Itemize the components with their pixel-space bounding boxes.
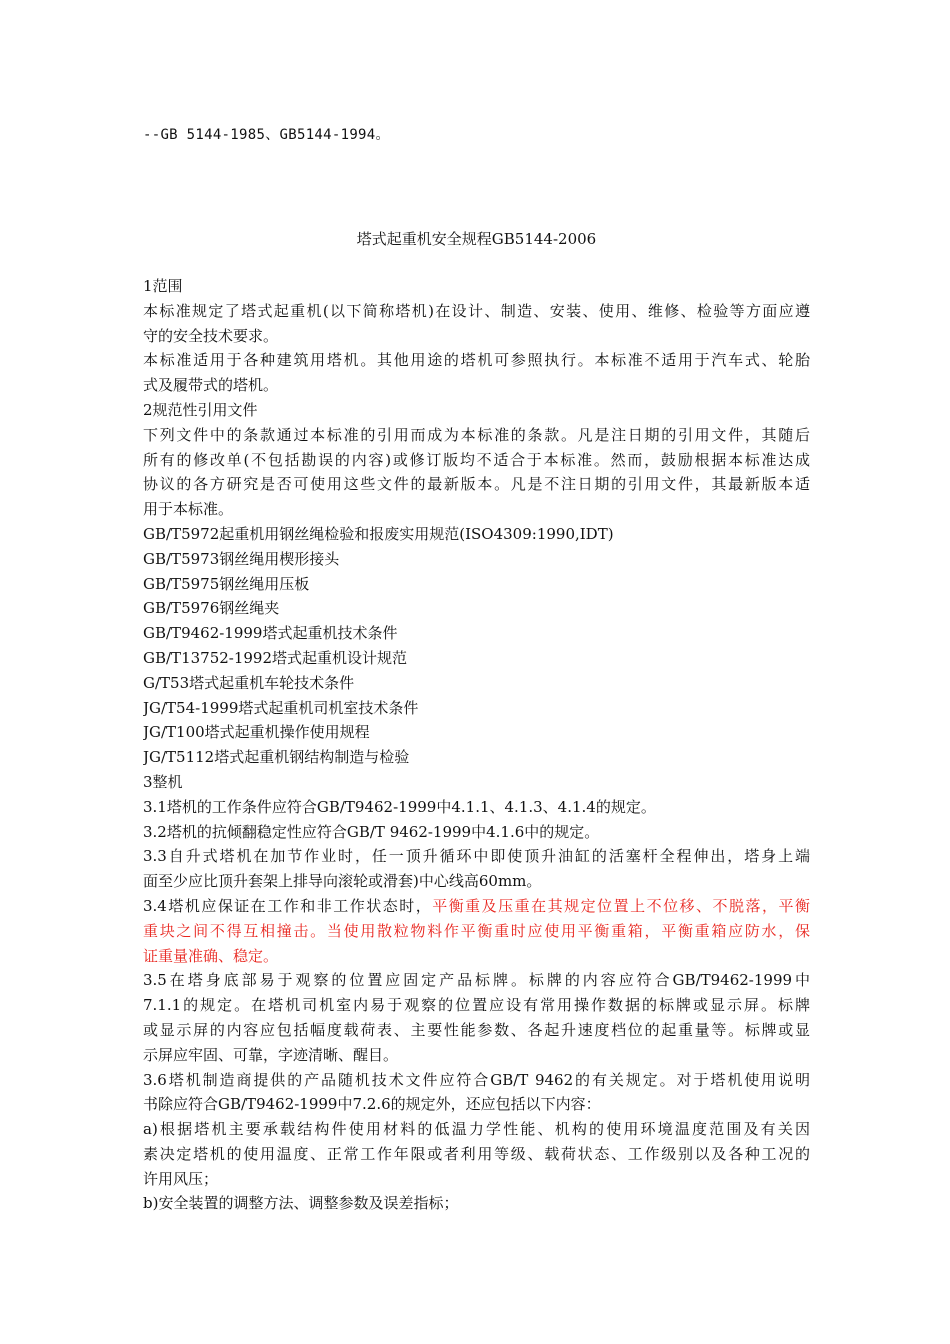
list-item-a-line: 许用风压； (143, 1169, 219, 1188)
paragraph-line: 本标准适用于各种建筑用塔机。其他用途的塔机可参照执行。本标准不适用于汽车式、轮胎 (143, 351, 810, 370)
clause-3-4-line: 证重量准确、稳定。 (143, 946, 279, 965)
document-body (143, 274, 810, 1216)
clause-3-3-line: 面至少应比顶升套架上排导向滚轮或滑套)中心线高60mm。 (143, 872, 542, 891)
clause-3-5-line: 示屏应牢固、可靠，字迹清晰、醒目。 (143, 1045, 399, 1064)
paragraph-line: 协议的各方研究是否可使用这些文件的最新版本。凡是不注日期的引用文件，其最新版本适 (143, 475, 810, 494)
clause-3-5-line: 3.5在塔身底部易于观察的位置应固定产品标牌。标牌的内容应符合GB/T9462-1999中 (143, 971, 810, 990)
document-title: 塔式起重机安全规程GB5144-2006 (356, 230, 597, 248)
paragraph-line: 下列文件中的条款通过本标准的引用而成为本标准的条款。凡是注日期的引用文件，其随后 (143, 425, 810, 444)
clause-3-4-line: 重块之间不得互相撞击。当使用散粒物料作平衡重时应使用平衡重箱，平衡重箱应防水，保 (143, 921, 810, 940)
reference-item: JG/T54-1999塔式起重机司机室技术条件 (143, 698, 419, 717)
clause-3-3-line: 3.3自升式塔机在加节作业时，任一顶升循环中即使顶升油缸的活塞杆全程伸出，塔身上端 (143, 847, 810, 866)
clause-3-1: 3.1塔机的工作条件应符合GB/T9462-1999中4.1.1、4.1.3、4.1.4的规定。 (143, 797, 656, 816)
paragraph-line: 所有的修改单(不包括勘误的内容)或修订版均不适合于本标准。然而，鼓励根据本标准达成 (143, 450, 810, 469)
reference-item: GB/T9462-1999塔式起重机技术条件 (143, 624, 398, 643)
reference-item: JG/T100塔式起重机操作使用规程 (143, 723, 370, 742)
clause-3-5-line: 或显示屏的内容应包括幅度载荷表、主要性能参数、各起升速度档位的起重量等。标牌或显 (143, 1020, 810, 1039)
paragraph-line: 用于本标准。 (143, 500, 234, 519)
clause-3-2: 3.2塔机的抗倾翻稳定性应符合GB/T 9462-1999中4.1.6中的规定。 (143, 822, 600, 841)
clause-3-6-line: 书除应符合GB/T9462-1999中7.2.6的规定外，还应包括以下内容： (143, 1095, 601, 1114)
list-item-a-line: a)根据塔机主要承载结构件使用材料的低温力学性能、机构的使用环境温度范围及有关因 (143, 1120, 810, 1139)
clause-3-4-line (143, 894, 810, 919)
reference-item: JG/T5112塔式起重机钢结构制造与检验 (143, 748, 410, 767)
superseded-standards-line: --GB 5144-1985、GB5144-1994。 (143, 127, 390, 143)
reference-item: GB/T5975钢丝绳用压板 (143, 574, 310, 593)
paragraph-line: 守的安全技术要求。 (143, 326, 279, 345)
reference-item: G/T53塔式起重机车轮技术条件 (143, 673, 355, 692)
reference-item: GB/T5972起重机用钢丝绳检验和报废实用规范(ISO4309:1990,IDT) (143, 524, 614, 543)
reference-item: GB/T5976钢丝绳夹 (143, 599, 280, 618)
clause-3-4-prefix: 3.4塔机应保证在工作和非工作状态时， (143, 896, 433, 915)
clause-3-4-highlight: 平衡重及压重在其规定位置上不位移、不脱落，平衡 (432, 896, 810, 915)
clause-3-5-line: 7.1.1的规定。在塔机司机室内易于观察的位置应设有常用操作数据的标牌或显示屏。标牌 (143, 996, 810, 1015)
section-heading: 3整机 (143, 772, 183, 791)
reference-item: GB/T13752-1992塔式起重机设计规范 (143, 648, 408, 667)
list-item-a-line: 素决定塔机的使用温度、正常工作年限或者利用等级、载荷状态、工作级别以及各种工况的 (143, 1144, 810, 1163)
clause-3-6-line: 3.6塔机制造商提供的产品随机技术文件应符合GB/T 9462的有关规定。对于塔机使用说明 (143, 1070, 810, 1089)
reference-item: GB/T5973钢丝绳用楔形接头 (143, 549, 340, 568)
section-heading: 1范围 (143, 277, 183, 295)
paragraph-line: 式及履带式的塔机。 (143, 376, 279, 395)
list-item-b: b)安全装置的调整方法、调整参数及误差指标； (143, 1194, 459, 1213)
section-heading: 2规范性引用文件 (143, 400, 258, 419)
paragraph-line: 本标准规定了塔式起重机(以下简称塔机)在设计、制造、安装、使用、维修、检验等方面应遵 (143, 301, 810, 320)
